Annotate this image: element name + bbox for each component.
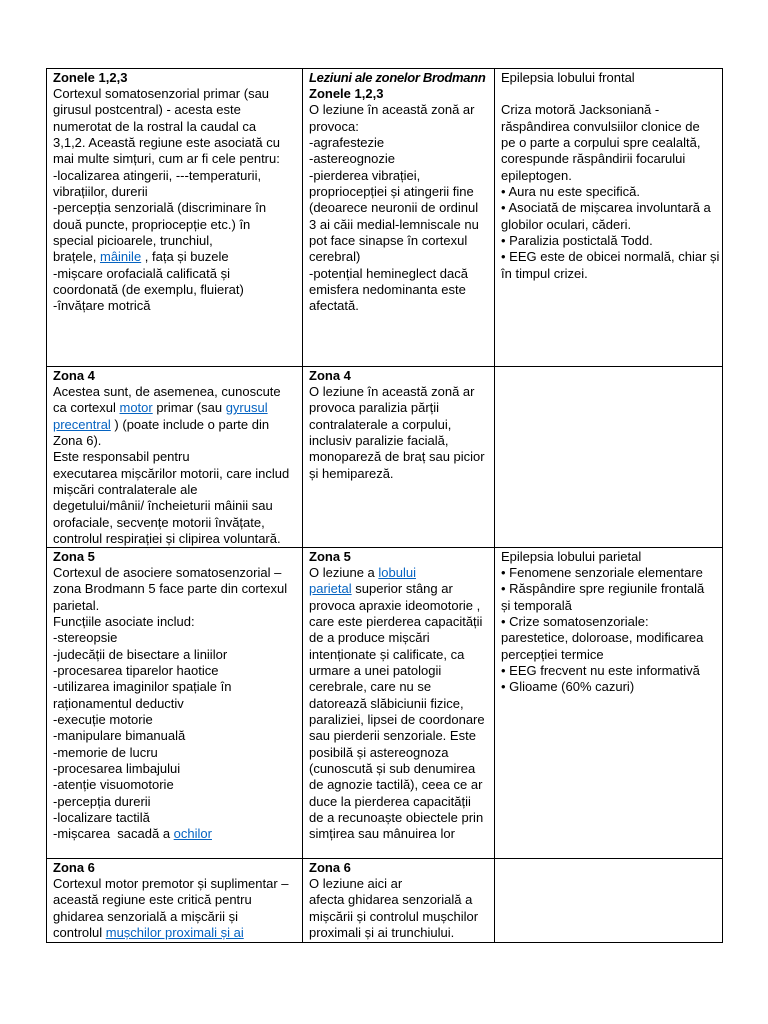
bullet-item: • Aura nu este specifică. bbox=[501, 183, 640, 199]
link-muschilor-proximali[interactable]: mușchilor proximali și ai bbox=[105, 924, 244, 940]
cell-line: posibilă și astereognoza bbox=[309, 744, 449, 760]
cell-heading: Zona 5 bbox=[53, 548, 95, 564]
link-precentral[interactable]: precentral bbox=[53, 416, 111, 432]
cell-line: Cortexul somatosenzorial primar (sau bbox=[53, 85, 270, 101]
cell-line: -judecății de bisectare a liniilor bbox=[53, 646, 228, 662]
cell-line: afectată. bbox=[309, 298, 359, 314]
cell-line: O leziune în această zonă ar bbox=[309, 102, 475, 118]
cell-line bbox=[53, 400, 299, 416]
cell-line: pe o parte a corpului spre cealaltă, bbox=[501, 134, 701, 150]
cell-heading: Zonele 1,2,3 bbox=[53, 69, 128, 85]
cell-line: și hemipareză. bbox=[309, 465, 394, 481]
line-text: brațele, bbox=[53, 249, 100, 265]
line-text: primar (sau bbox=[152, 400, 226, 416]
cell-line: special picioarele, trunchiul, bbox=[53, 232, 213, 248]
link-mainile[interactable]: mâinile bbox=[99, 249, 142, 265]
cell-line: parestetice, doloroase, modificarea bbox=[501, 630, 704, 646]
cell-line: -pierderea vibrației, bbox=[309, 167, 421, 183]
cell-line: urmare a unei patologii bbox=[309, 662, 442, 678]
cell-line: raționamentul deductiv bbox=[53, 695, 184, 711]
cell-line: paraliziei, lipsei de coordonare bbox=[309, 711, 485, 727]
line-text: , fața și buzele bbox=[141, 249, 229, 265]
cell-line: numerotat de la rostral la caudal ca bbox=[53, 118, 257, 134]
cell-zones-1-2-3-functions bbox=[47, 69, 303, 367]
cell-line bbox=[53, 249, 299, 265]
cell-line: duce la pierderea capacității bbox=[309, 793, 471, 809]
cell-parietal-lobe-epilepsy bbox=[495, 548, 723, 859]
link-ochilor[interactable]: ochilor bbox=[173, 826, 212, 842]
cell-line: (cunoscută și sub denumirea bbox=[309, 760, 476, 776]
line-text: ) (poate include o parte din bbox=[110, 416, 270, 432]
column-title: Leziuni ale zonelor Brodmann bbox=[309, 69, 486, 85]
cell-line bbox=[53, 417, 299, 433]
cell-line: monopareză de braț sau picior bbox=[309, 449, 485, 465]
cell-heading: Zona 4 bbox=[309, 367, 351, 383]
line-text: ca cortexul bbox=[53, 400, 120, 416]
cell-line: în timpul crizei. bbox=[501, 265, 588, 281]
cell-heading: Zona 5 bbox=[309, 548, 351, 564]
cell-line: -învățare motrică bbox=[53, 298, 151, 314]
cell-line: -manipulare bimanuală bbox=[53, 728, 186, 744]
line-text: -mișcarea sacadă a bbox=[53, 826, 174, 842]
cell-line: de agnozie tactilă), ceea ce ar bbox=[309, 777, 483, 793]
cell-line: emisfera nedominanta este bbox=[309, 281, 466, 297]
cell-line: corespunde răspândirii focarului bbox=[501, 151, 686, 167]
cell-line: provoca: bbox=[309, 118, 359, 134]
cell-zone-5-functions bbox=[47, 548, 303, 859]
cell-line: pot face sinapse în cortexul bbox=[309, 232, 468, 248]
cell-line: executarea mișcărilor motorii, care includ bbox=[53, 465, 290, 481]
bullet-item: • Fenomene senzoriale elementare bbox=[501, 564, 703, 580]
cell-line: datorează slăbiciunii fizice, bbox=[309, 695, 464, 711]
cell-line: simțirea sau mânuirea lor bbox=[309, 826, 455, 842]
cell-line: -localizarea atingerii, ---temperaturii, bbox=[53, 167, 262, 183]
blank-line bbox=[501, 86, 719, 102]
cell-line: -percepția durerii bbox=[53, 793, 151, 809]
cell-line: -astereognozie bbox=[309, 151, 395, 167]
cell-line: de a recunoaște obiectele prin bbox=[309, 810, 484, 825]
cell-line: 3,1,2. Această regiune este asociată cu bbox=[53, 134, 280, 150]
cell-line: zona Brodmann 5 face parte din cortexul bbox=[53, 581, 288, 597]
cell-line bbox=[309, 565, 491, 581]
cell-line: percepției termice bbox=[501, 646, 604, 662]
cell-line: orofaciale, secvențe motorii învățate, bbox=[53, 514, 265, 530]
cell-frontal-lobe-epilepsy bbox=[495, 69, 723, 367]
cell-heading: Zona 6 bbox=[309, 859, 351, 875]
bullet-item: • Glioame (60% cazuri) bbox=[501, 679, 635, 695]
cell-line: propriocepției și atingerii fine bbox=[309, 183, 474, 199]
cell-line: provoca apraxie ideomotorie , bbox=[309, 597, 481, 613]
cell-line: de a produce mișcări bbox=[309, 630, 430, 646]
cell-zone-5-lesions bbox=[303, 548, 495, 859]
cell-line: Funcțiile asociate includ: bbox=[53, 613, 195, 629]
cell-line: -memorie de lucru bbox=[53, 744, 158, 760]
line-text: controlul bbox=[53, 924, 106, 940]
cell-line: (deoarece neuronii de ordinul bbox=[309, 200, 479, 216]
cell-title: Epilepsia lobului frontal bbox=[501, 69, 635, 85]
cell-line: intenționate și calificate, ca bbox=[309, 646, 465, 662]
cell-line: Cortexul de asociere somatosenzorial – bbox=[53, 564, 282, 580]
cell-line: -procesarea tiparelor haotice bbox=[53, 662, 219, 678]
bullet-item: • EEG frecvent nu este informativă bbox=[501, 662, 700, 678]
bullet-item: • EEG este de obicei normală, chiar și bbox=[501, 249, 720, 265]
cell-line: Criza motoră Jacksoniană - bbox=[501, 102, 660, 118]
link-parietal[interactable]: parietal bbox=[309, 581, 352, 597]
cell-line: vibrațiilor, durerii bbox=[53, 183, 148, 199]
cell-line: epileptogen. bbox=[501, 167, 572, 183]
cell-line: -mișcare orofacială calificată și bbox=[53, 265, 231, 281]
bullet-item: • Paralizia postictală Todd. bbox=[501, 232, 653, 248]
cell-line: răspândirea convulsiilor clonice de bbox=[501, 118, 700, 134]
cell-line: proximali și ai trunchiului. bbox=[309, 924, 455, 940]
cell-line: provoca paralizia părții bbox=[309, 400, 440, 416]
bullet-item: • Răspândire spre regiunile frontală bbox=[501, 581, 705, 597]
bullet-item: • Crize somatosenzoriale: bbox=[501, 613, 649, 629]
cell-zone-4-functions bbox=[47, 367, 303, 548]
cell-line: O leziune în această zonă ar bbox=[309, 383, 475, 399]
link-lobului[interactable]: lobului bbox=[378, 564, 416, 580]
cell-line: -agrafestezie bbox=[309, 134, 385, 150]
cell-line: Zona 6). bbox=[53, 432, 102, 448]
cell-line: O leziune aici ar bbox=[309, 875, 403, 891]
cell-line: mai multe simțuri, cum ar fi cele pentru: bbox=[53, 151, 280, 167]
cell-line bbox=[53, 925, 299, 941]
cell-zone-4-lesions bbox=[303, 367, 495, 548]
cell-line: girusul postcentral) - acesta este bbox=[53, 102, 241, 118]
brodmann-areas-table bbox=[46, 68, 723, 943]
cell-line: afecta ghidarea senzorială a bbox=[309, 892, 473, 908]
line-text: superior stâng ar bbox=[351, 581, 453, 597]
cell-line: sau pierderii senzoriale. Este bbox=[309, 728, 476, 744]
cell-line: cerebral) bbox=[309, 249, 361, 265]
cell-line: globilor oculari, căderi. bbox=[501, 216, 632, 232]
cell-line: Cortexul motor premotor și suplimentar – bbox=[53, 875, 289, 891]
cell-line: mișcării și controlul mușchilor bbox=[309, 908, 479, 924]
cell-zone-6-lesions bbox=[303, 859, 495, 943]
cell-line: degetului/mânii/ încheieturii mâinii sau bbox=[53, 498, 273, 514]
cell-line: inclusiv paralizie facială, bbox=[309, 432, 449, 448]
cell-zone-6-functions bbox=[47, 859, 303, 943]
cell-line: mișcări contralaterale ale bbox=[53, 481, 198, 497]
cell-line: contralaterale a corpului, bbox=[309, 416, 452, 432]
cell-line: -stereopsie bbox=[53, 630, 118, 646]
cell-line: și temporală bbox=[501, 597, 572, 613]
cell-line: -localizare tactilă bbox=[53, 810, 150, 825]
cell-line: -atenție visuomotorie bbox=[53, 777, 174, 793]
cell-line: -potențial hemineglect dacă bbox=[309, 265, 468, 281]
cell-line: -percepția senzorială (discriminare în bbox=[53, 200, 267, 216]
cell-line: această regiune este critică pentru bbox=[53, 892, 252, 908]
cell-line: ghidarea senzorială a mișcării și bbox=[53, 908, 238, 924]
cell-line: parietal. bbox=[53, 597, 100, 613]
link-motor[interactable]: motor bbox=[119, 400, 153, 416]
cell-heading: Zona 4 bbox=[53, 367, 95, 383]
cell-title: Epilepsia lobului parietal bbox=[501, 548, 642, 564]
cell-line: -execuție motorie bbox=[53, 711, 153, 727]
cell-heading: Zona 6 bbox=[53, 859, 95, 875]
cell-line bbox=[309, 581, 491, 597]
line-text: O leziune a bbox=[309, 564, 379, 580]
cell-heading: Zonele 1,2,3 bbox=[309, 85, 384, 101]
link-gyrusul[interactable]: gyrusul bbox=[225, 400, 268, 416]
bullet-item: • Asociată de mișcarea involuntară a bbox=[501, 200, 711, 216]
cell-line: 3 ai căii medial-lemniscale nu bbox=[309, 216, 479, 232]
cell-zones-1-2-3-lesions bbox=[303, 69, 495, 367]
cell-line: coordonată (de exemplu, fluierat) bbox=[53, 281, 244, 297]
cell-line: Acestea sunt, de asemenea, cunoscute bbox=[53, 383, 281, 399]
cell-line: cerebrale, care nu se bbox=[309, 679, 432, 695]
cell-line: -utilizarea imaginilor spațiale în bbox=[53, 679, 232, 695]
cell-line: care este pierderea capacității bbox=[309, 613, 483, 629]
cell-line: Este responsabil pentru bbox=[53, 449, 190, 465]
cell-line bbox=[53, 826, 299, 842]
cell-zone-6-epilepsy-empty bbox=[495, 859, 723, 943]
cell-line: două puncte, propriocepție etc.) în bbox=[53, 216, 251, 232]
cell-line: -procesarea limbajului bbox=[53, 760, 181, 776]
cell-zone-4-epilepsy-empty bbox=[495, 367, 723, 548]
cell-line: controlul respirației și clipirea voluntară. bbox=[53, 530, 281, 546]
